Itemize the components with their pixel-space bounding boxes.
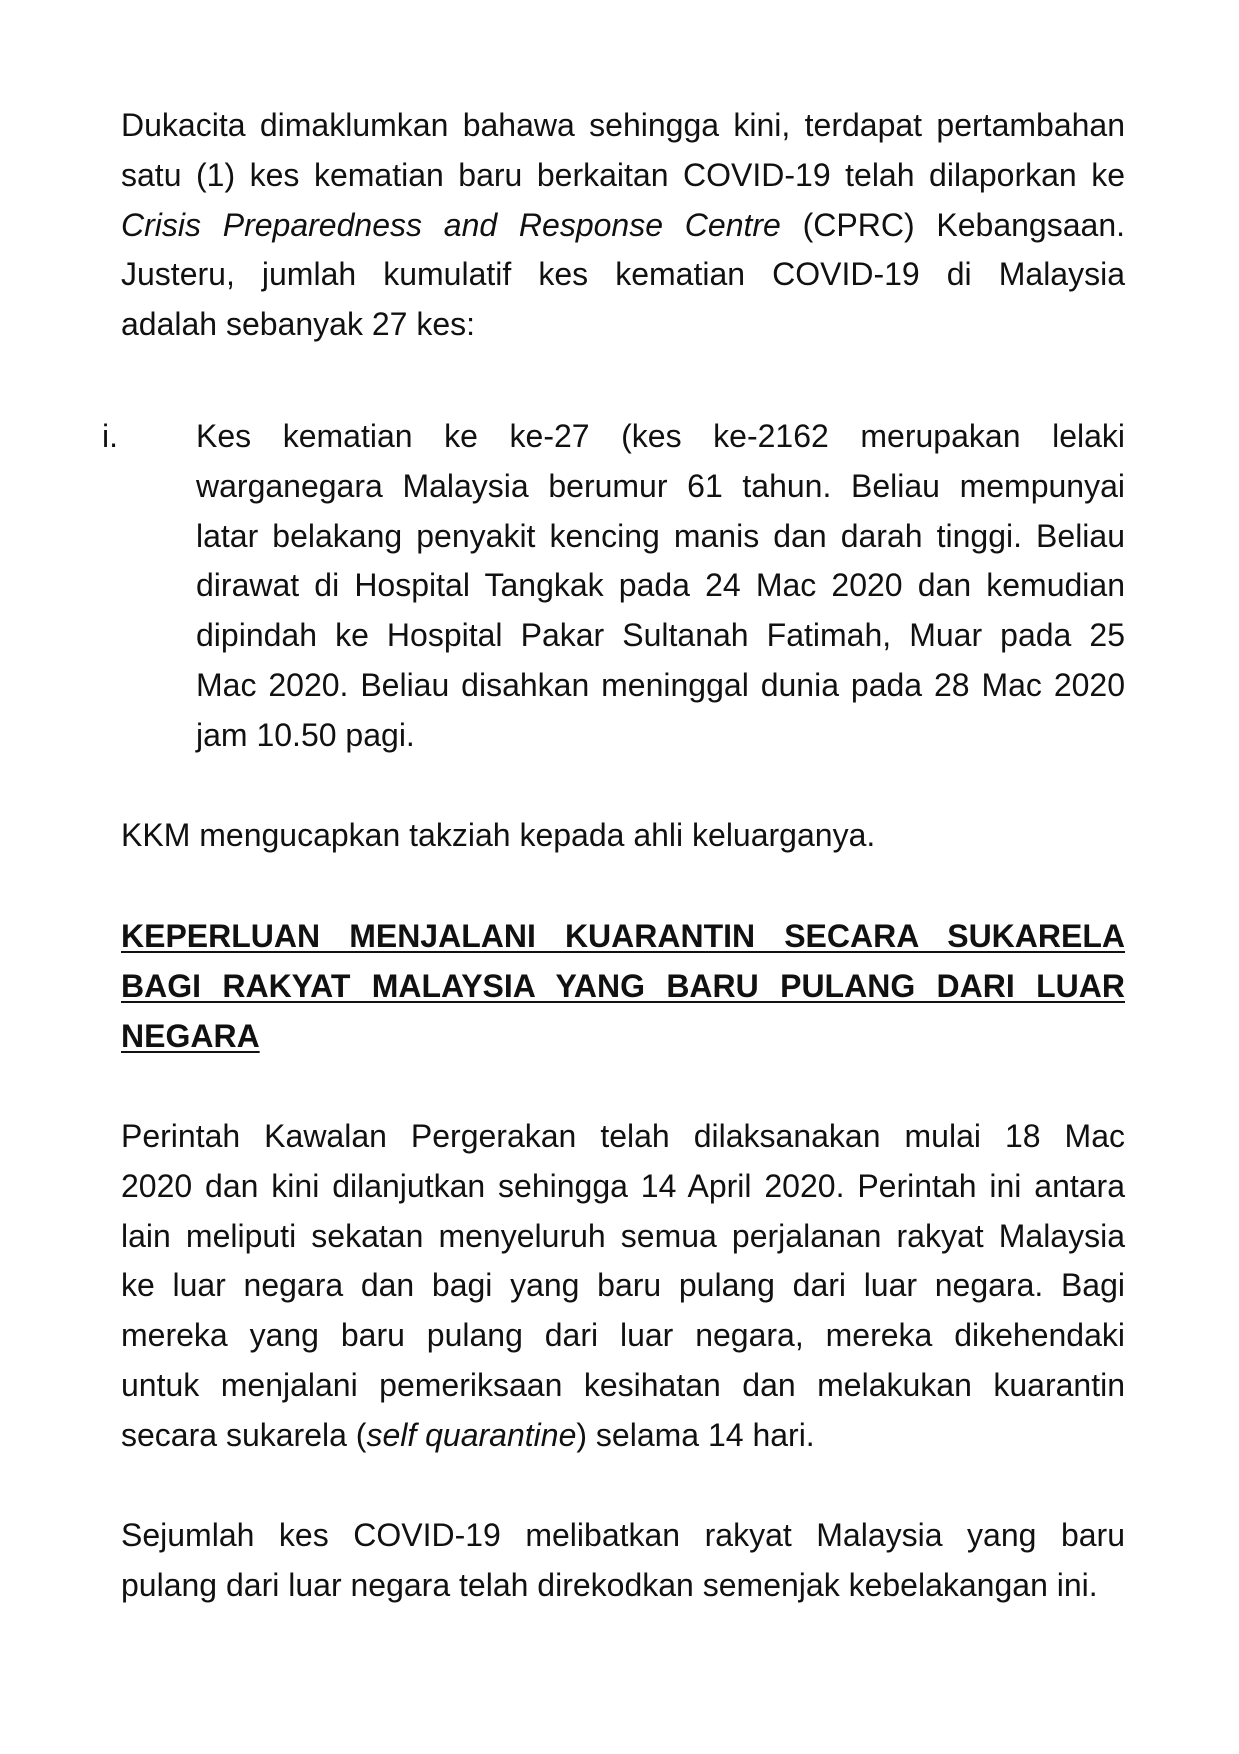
heading-line: KEPERLUAN MENJALANI KUARANTIN SECARA SUKARELA <box>121 918 1125 954</box>
text-line: 2020 dan kini dilanjutkan sehingga 14 April 2020. Perintah ini antara <box>121 1167 1125 1204</box>
text-line: satu (1) kes kematian baru berkaitan COVID-19 telah dilaporkan ke <box>121 156 1125 193</box>
text-line: Kes kematian ke ke-27 (kes ke-2162 merupakan lelaki <box>196 418 1125 454</box>
text-line: untuk menjalani pemeriksaan kesihatan dan melakukan kuarantin <box>121 1366 1125 1403</box>
text-line: Sejumlah kes COVID-19 melibatkan rakyat Malaysia yang baru <box>121 1517 1125 1553</box>
heading-line: BAGI RAKYAT MALAYSIA YANG BARU PULANG DARI LUAR <box>121 967 1125 1004</box>
text-line: ke luar negara dan bagi yang baru pulang dari luar negara. Bagi <box>121 1267 1125 1304</box>
list-marker: i. <box>102 418 118 454</box>
paragraph-returning-cases <box>121 1511 1125 1611</box>
text-line: mereka yang baru pulang dari luar negara, mereka dikehendaki <box>121 1317 1125 1354</box>
text-line: dipindah ke Hospital Pakar Sultanah Fatimah, Muar pada 25 <box>196 617 1125 654</box>
text-line: dirawat di Hospital Tangkak pada 24 Mac 2020 dan kemudian <box>196 567 1125 604</box>
cprc-full-name: Crisis Preparedness and Response Centre <box>121 206 781 243</box>
text-line: Mac 2020. Beliau disahkan meninggal dunia pada 28 Mac 2020 <box>196 666 1125 703</box>
text-fragment: ) selama 14 hari. <box>576 1416 815 1453</box>
text-line: Dukacita dimaklumkan bahawa sehingga kini, terdapat pertambahan <box>121 107 1125 143</box>
text-line: lain meliputi sekatan menyeluruh semua perjalanan rakyat Malaysia <box>121 1217 1125 1254</box>
cprc-abbrev-text: (CPRC) Kebangsaan. <box>780 206 1126 243</box>
section-heading <box>121 912 1125 1061</box>
text-line: Justeru, jumlah kumulatif kes kematian COVID-19 di Malaysia <box>121 256 1125 293</box>
heading-line: NEGARA <box>121 1017 260 1054</box>
self-quarantine-term: self quarantine <box>366 1416 577 1453</box>
text-line: pulang dari luar negara telah direkodkan semenjak kebelakangan ini. <box>121 1566 1098 1603</box>
text-line <box>121 1411 1125 1461</box>
text-line <box>121 201 1125 251</box>
text-line: adalah sebanyak 27 kes: <box>121 306 476 343</box>
paragraph-condolence <box>121 811 1125 861</box>
text-line: Perintah Kawalan Pergerakan telah dilaksanakan mulai 18 Mac <box>121 1118 1125 1154</box>
paragraph-death-report <box>121 101 1125 350</box>
list-item-body <box>196 412 1125 761</box>
text-fragment: secara sukarela ( <box>121 1416 367 1453</box>
text-line: latar belakang penyakit kencing manis dan darah tinggi. Beliau <box>196 517 1125 554</box>
text-line: KKM mengucapkan takziah kepada ahli keluarganya. <box>121 817 876 853</box>
text-line: jam 10.50 pagi. <box>196 716 415 753</box>
text-line: warganegara Malaysia berumur 61 tahun. Beliau mempunyai <box>196 467 1125 504</box>
paragraph-movement-control <box>121 1112 1125 1461</box>
